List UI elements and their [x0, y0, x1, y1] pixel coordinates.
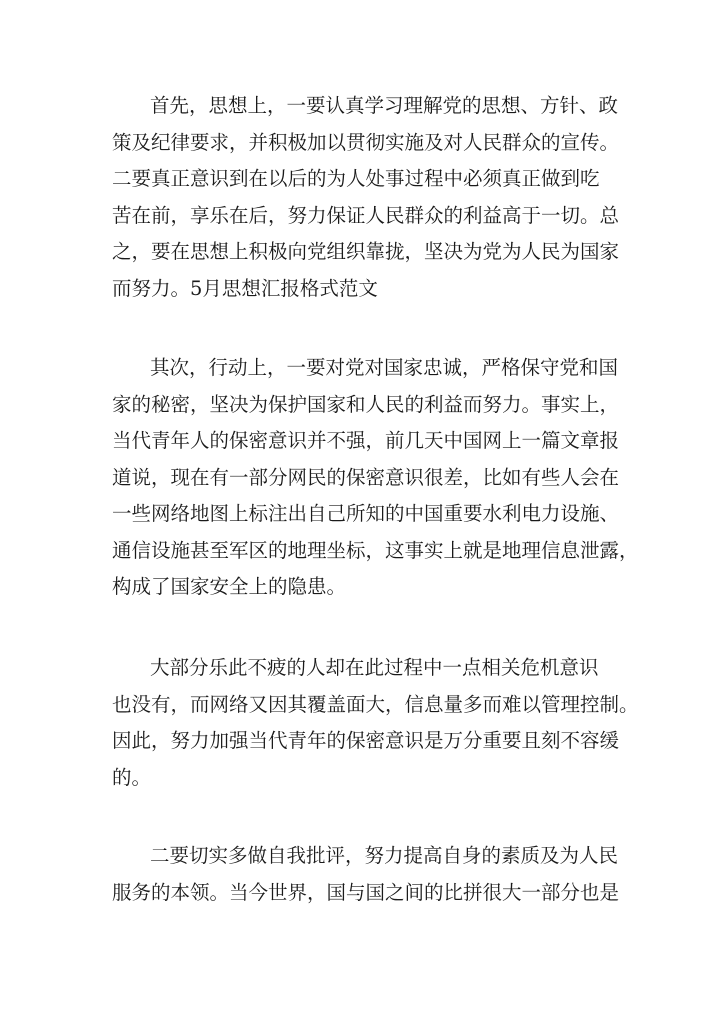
paragraph-awareness	[112, 650, 639, 796]
paragraph-line: 首先，思想上，一要认真学习理解党的思想、方针、政	[150, 94, 619, 117]
paragraph-self-criticism	[112, 838, 620, 911]
paragraph-line: 道说，现在有一部分网民的保密意识很差，比如有些人会在	[112, 465, 620, 489]
paragraph-line: 其次，行动上，一要对党对国家忠诚，严格保守党和国	[150, 356, 619, 379]
paragraph-line: 一些网络地图上标注出自己所知的中国重要水利电力设施、	[112, 502, 620, 525]
paragraph-line: 也没有，而网络又因其覆盖面大，信息量多而难以管理控制。	[112, 692, 639, 716]
paragraph-line: 策及纪律要求，并积极加以贯彻实施及对人民群众的宣传。	[112, 130, 620, 154]
paragraph-line: 苦在前，享乐在后，努力保证人民群众的利益高于一切。总	[112, 203, 620, 227]
paragraph-line: 而努力。5月思想汇报格式范文	[112, 276, 378, 300]
paragraph-line: 通信设施甚至军区的地理坐标，这事实上就是地理信息泄露，	[112, 538, 639, 562]
paragraph-line: 服务的本领。当今世界，国与国之间的比拼很大一部分也是	[112, 880, 620, 904]
paragraph-line: 构成了国家安全上的隐患。	[112, 575, 347, 598]
paragraph-line: 大部分乐此不疲的人却在此过程中一点相关危机意识	[150, 656, 599, 679]
paragraph-line: 家的秘密，坚决为保护国家和人民的利益而努力。事实上，	[112, 392, 620, 416]
paragraph-line: 二要切实多做自我批评，努力提高自身的素质及为人民	[150, 844, 619, 867]
paragraph-line: 二要真正意识到在以后的为人处事过程中必须真正做到吃	[112, 167, 600, 190]
paragraph-action	[112, 350, 639, 606]
paragraph-line: 因此，努力加强当代青年的保密意识是万分重要且刻不容缓	[112, 729, 620, 752]
paragraph-line: 当代青年人的保密意识并不强，前几天中国网上一篇文章报	[112, 429, 620, 452]
paragraph-thought	[112, 88, 620, 307]
paragraph-line: 之，要在思想上积极向党组织靠拢，坚决为党为人民为国家	[112, 240, 620, 263]
paragraph-line: 的。	[112, 765, 152, 789]
